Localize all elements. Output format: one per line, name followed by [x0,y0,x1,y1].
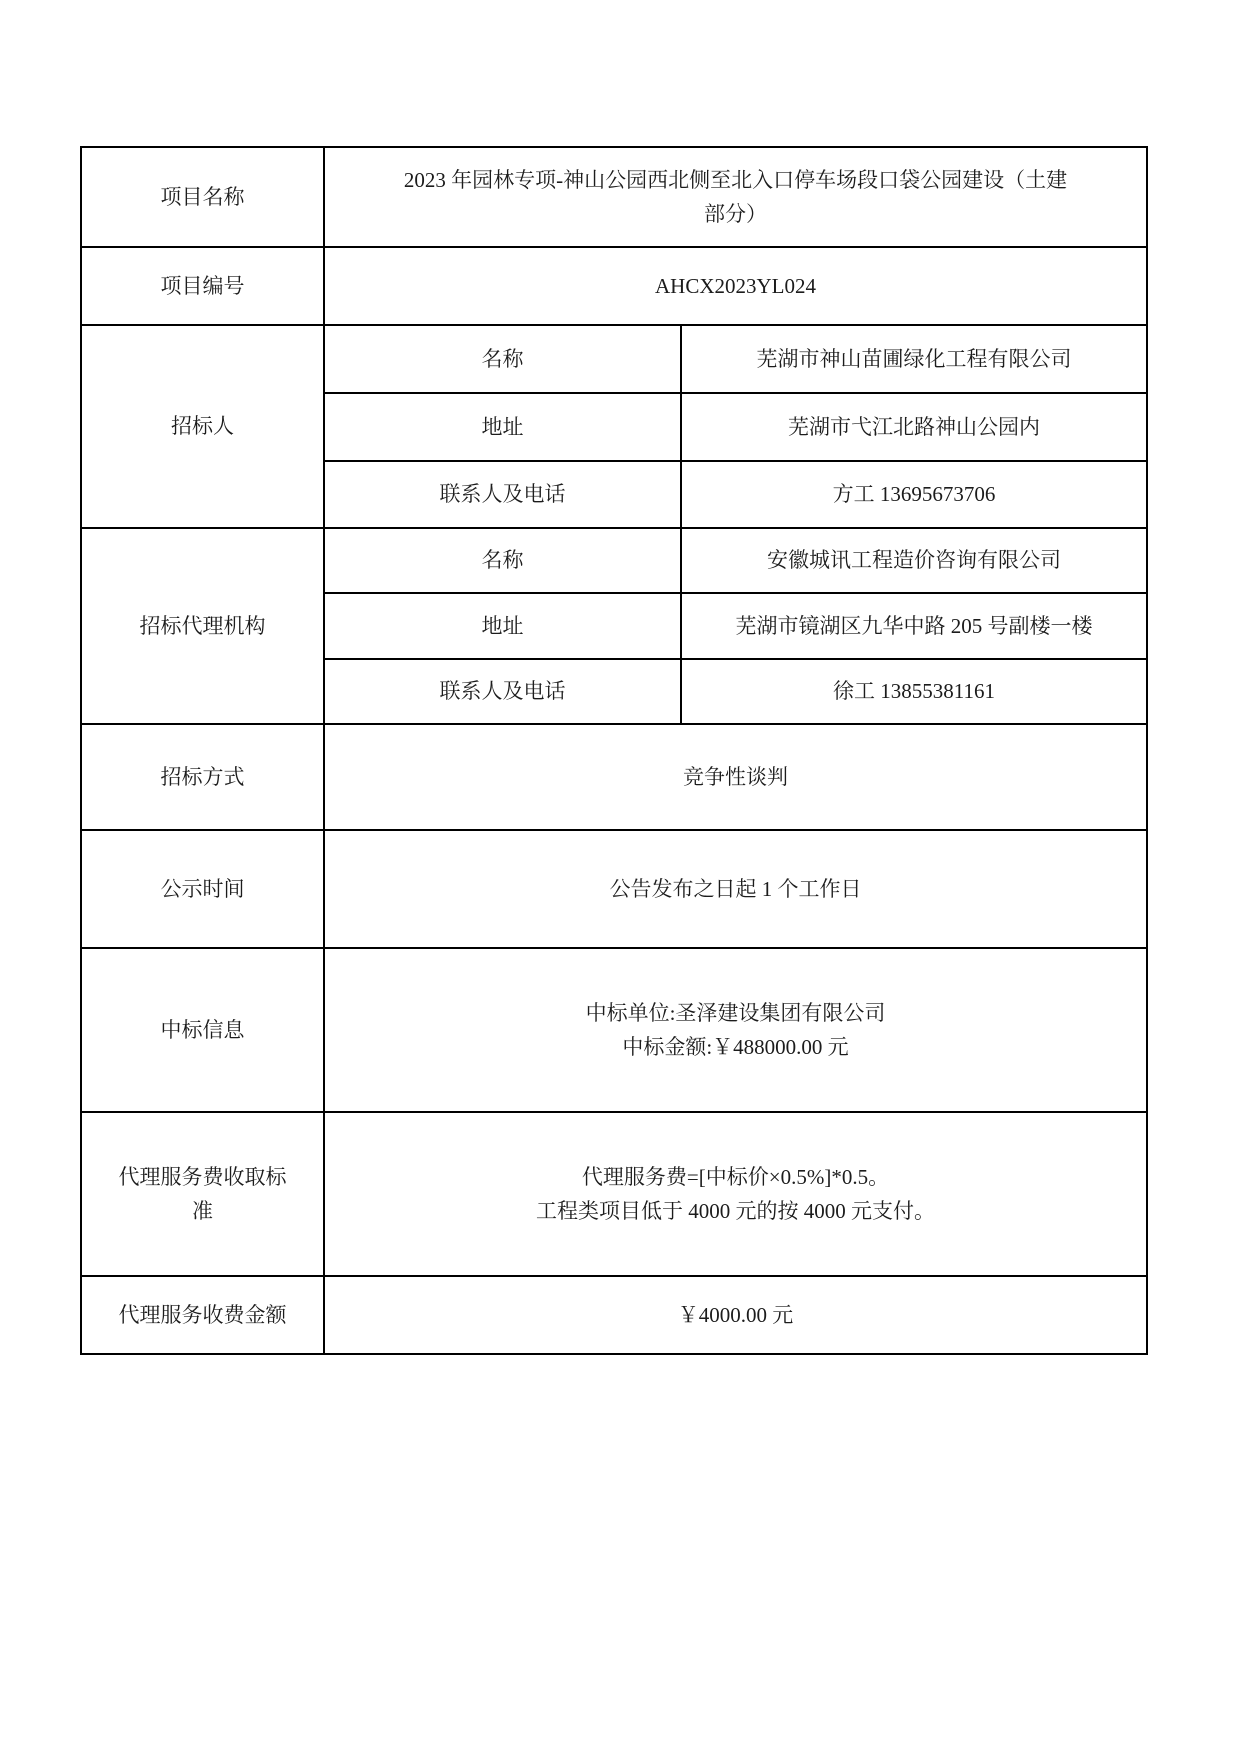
text-line: 工程类项目低于 4000 元的按 4000 元支付。 [536,1199,935,1223]
award-label: 中标信息 [81,948,324,1112]
table-row [81,528,1147,593]
text-line: 部分） [704,202,767,226]
tenderer-label: 招标人 [81,325,324,528]
award-value [324,948,1147,1112]
table-row [81,724,1147,830]
text-line: 2023 年园林专项-神山公园西北侧至北入口停车场段口袋公园建设（土建 [403,167,1068,192]
fee-standard-value [324,1112,1147,1276]
tenderer-address-label: 地址 [324,393,681,461]
table-row [81,247,1147,325]
project-number-label: 项目编号 [81,247,324,325]
agency-name-label: 名称 [324,528,681,593]
fee-amount-value: ￥4000.00 元 [324,1276,1147,1354]
fee-amount-label: 代理服务收费金额 [81,1276,324,1354]
text-line: 中标金额:￥488000.00 元 [622,1035,849,1059]
text-line: 代理服务费=[中标价×0.5%]*0.5。 [581,1164,890,1189]
agency-label: 招标代理机构 [81,528,324,724]
method-value: 竞争性谈判 [324,724,1147,830]
agency-address-label: 地址 [324,593,681,659]
fee-standard-label: 代理服务费收取标准 [81,1112,324,1276]
agency-contact-label: 联系人及电话 [324,659,681,724]
agency-address-value: 芜湖市镜湖区九华中路 205 号副楼一楼 [681,593,1147,659]
tenderer-contact-value: 方工 13695673706 [681,461,1147,528]
project-name-value [324,147,1147,247]
project-name-label: 项目名称 [81,147,324,247]
table-row [81,1112,1147,1276]
tenderer-name-value: 芜湖市神山苗圃绿化工程有限公司 [681,325,1147,393]
agency-name-value: 安徽城讯工程造价咨询有限公司 [681,528,1147,593]
table-row [81,830,1147,948]
text-line: 中标单位:圣泽建设集团有限公司 [585,1000,886,1025]
publicity-label: 公示时间 [81,830,324,948]
method-label: 招标方式 [81,724,324,830]
table-row [81,325,1147,393]
table-row [81,147,1147,247]
publicity-value: 公告发布之日起 1 个工作日 [324,830,1147,948]
agency-contact-value: 徐工 13855381161 [681,659,1147,724]
table-row [81,1276,1147,1354]
table-row [81,948,1147,1112]
bid-result-table [80,146,1148,1355]
tenderer-address-value: 芜湖市弋江北路神山公园内 [681,393,1147,461]
tenderer-name-label: 名称 [324,325,681,393]
tenderer-contact-label: 联系人及电话 [324,461,681,528]
project-number-value: AHCX2023YL024 [324,247,1147,325]
